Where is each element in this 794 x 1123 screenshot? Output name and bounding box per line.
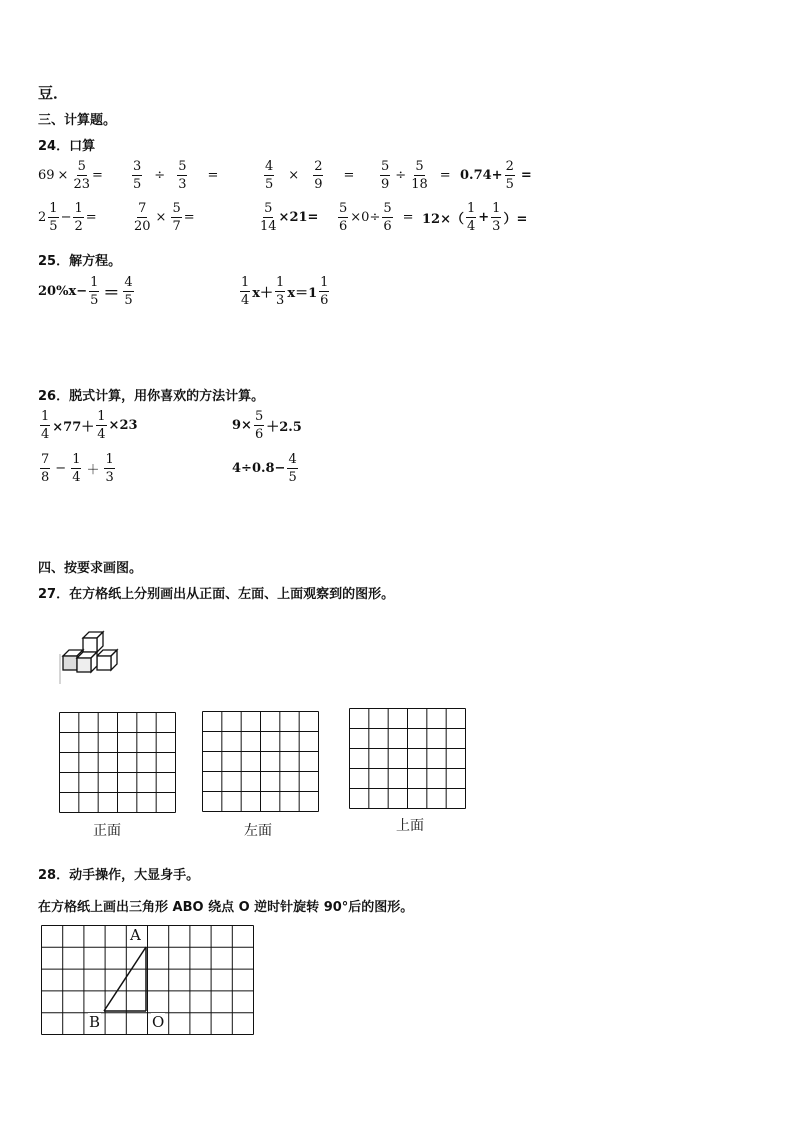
- question-28-instruction: 在方格纸上画出三角形 ABO 绕点 O 逆时针旋转 90°后的图形。: [38, 900, 414, 915]
- q24-expr-5: 0.74+ $\frac{2}{5}$ =: [460, 159, 532, 192]
- q26-expr-1: $\frac{1}{4}$ ×77＋ $\frac{1}{4}$ ×23: [41, 409, 138, 442]
- point-a-label: A: [130, 926, 141, 944]
- q26-expr-2: 9× $\frac{5}{6}$ ＋2.5: [232, 409, 302, 442]
- q24-expr-10: 12×（ $\frac{1}{4}$ + $\frac{1}{3}$ ）=: [422, 201, 528, 234]
- q26-expr-4: 4÷0.8− $\frac{4}{5}$: [232, 452, 297, 485]
- q24-expr-3: $\frac{4}{5}$ × $\frac{2}{9}$ =: [265, 159, 355, 192]
- left-view-grid[interactable]: [202, 711, 319, 812]
- q24-expr-1: 69 × $\frac{5}{23}$ =: [38, 159, 103, 192]
- question-24-heading: 24．口算: [38, 139, 96, 154]
- q26-expr-3: $\frac{7}{8}$ − $\frac{1}{4}$ ＋ $\frac{1}{3}$: [41, 452, 114, 485]
- q25-equation-1: 20%x− $\frac{1}{5}$ ＝ $\frac{4}{5}$: [38, 275, 133, 308]
- question-26-heading: 26．脱式计算，用你喜欢的方法计算。: [38, 389, 265, 404]
- fragment-text: 豆．: [38, 84, 69, 102]
- section-4-heading: 四、按要求画图。: [38, 561, 143, 576]
- q24-expr-9: $\frac{5}{6}$ ×0÷ $\frac{5}{6}$ =: [339, 201, 414, 234]
- question-28-heading: 28．动手操作，大显身手。: [38, 868, 200, 883]
- q24-expr-2: $\frac{3}{5}$ ÷ $\frac{5}{3}$ =: [133, 159, 219, 192]
- question-27-heading: 27．在方格纸上分别画出从正面、左面、上面观察到的图形。: [38, 587, 395, 602]
- section-3-heading: 三、计算题。: [38, 113, 117, 128]
- top-view-grid[interactable]: [349, 708, 466, 809]
- rotation-grid[interactable]: [41, 925, 254, 1035]
- q24-expr-8: $\frac{5}{14}$ ×21=: [260, 201, 319, 234]
- front-view-grid[interactable]: [59, 712, 176, 813]
- front-view-caption: 正面: [93, 823, 121, 839]
- q24-expr-4: $\frac{5}{9}$ ÷ $\frac{5}{18}$ =: [381, 159, 451, 192]
- top-view-caption: 上面: [396, 818, 424, 834]
- cube-figure: [52, 628, 126, 688]
- q24-expr-7: $\frac{7}{20}$ × $\frac{5}{7}$ =: [134, 201, 195, 234]
- q25-equation-2: $\frac{1}{4}$ x＋ $\frac{1}{3}$ x＝1 $\frac{1}{6}$: [241, 275, 329, 308]
- triangle-abo: [104, 947, 146, 1011]
- question-25-heading: 25．解方程。: [38, 254, 122, 269]
- point-o-label: O: [152, 1013, 165, 1031]
- q24-expr-6: 2 $\frac{1}{5}$ − $\frac{1}{2}$ =: [38, 201, 97, 234]
- point-b-label: B: [89, 1013, 101, 1031]
- left-view-caption: 左面: [244, 823, 272, 839]
